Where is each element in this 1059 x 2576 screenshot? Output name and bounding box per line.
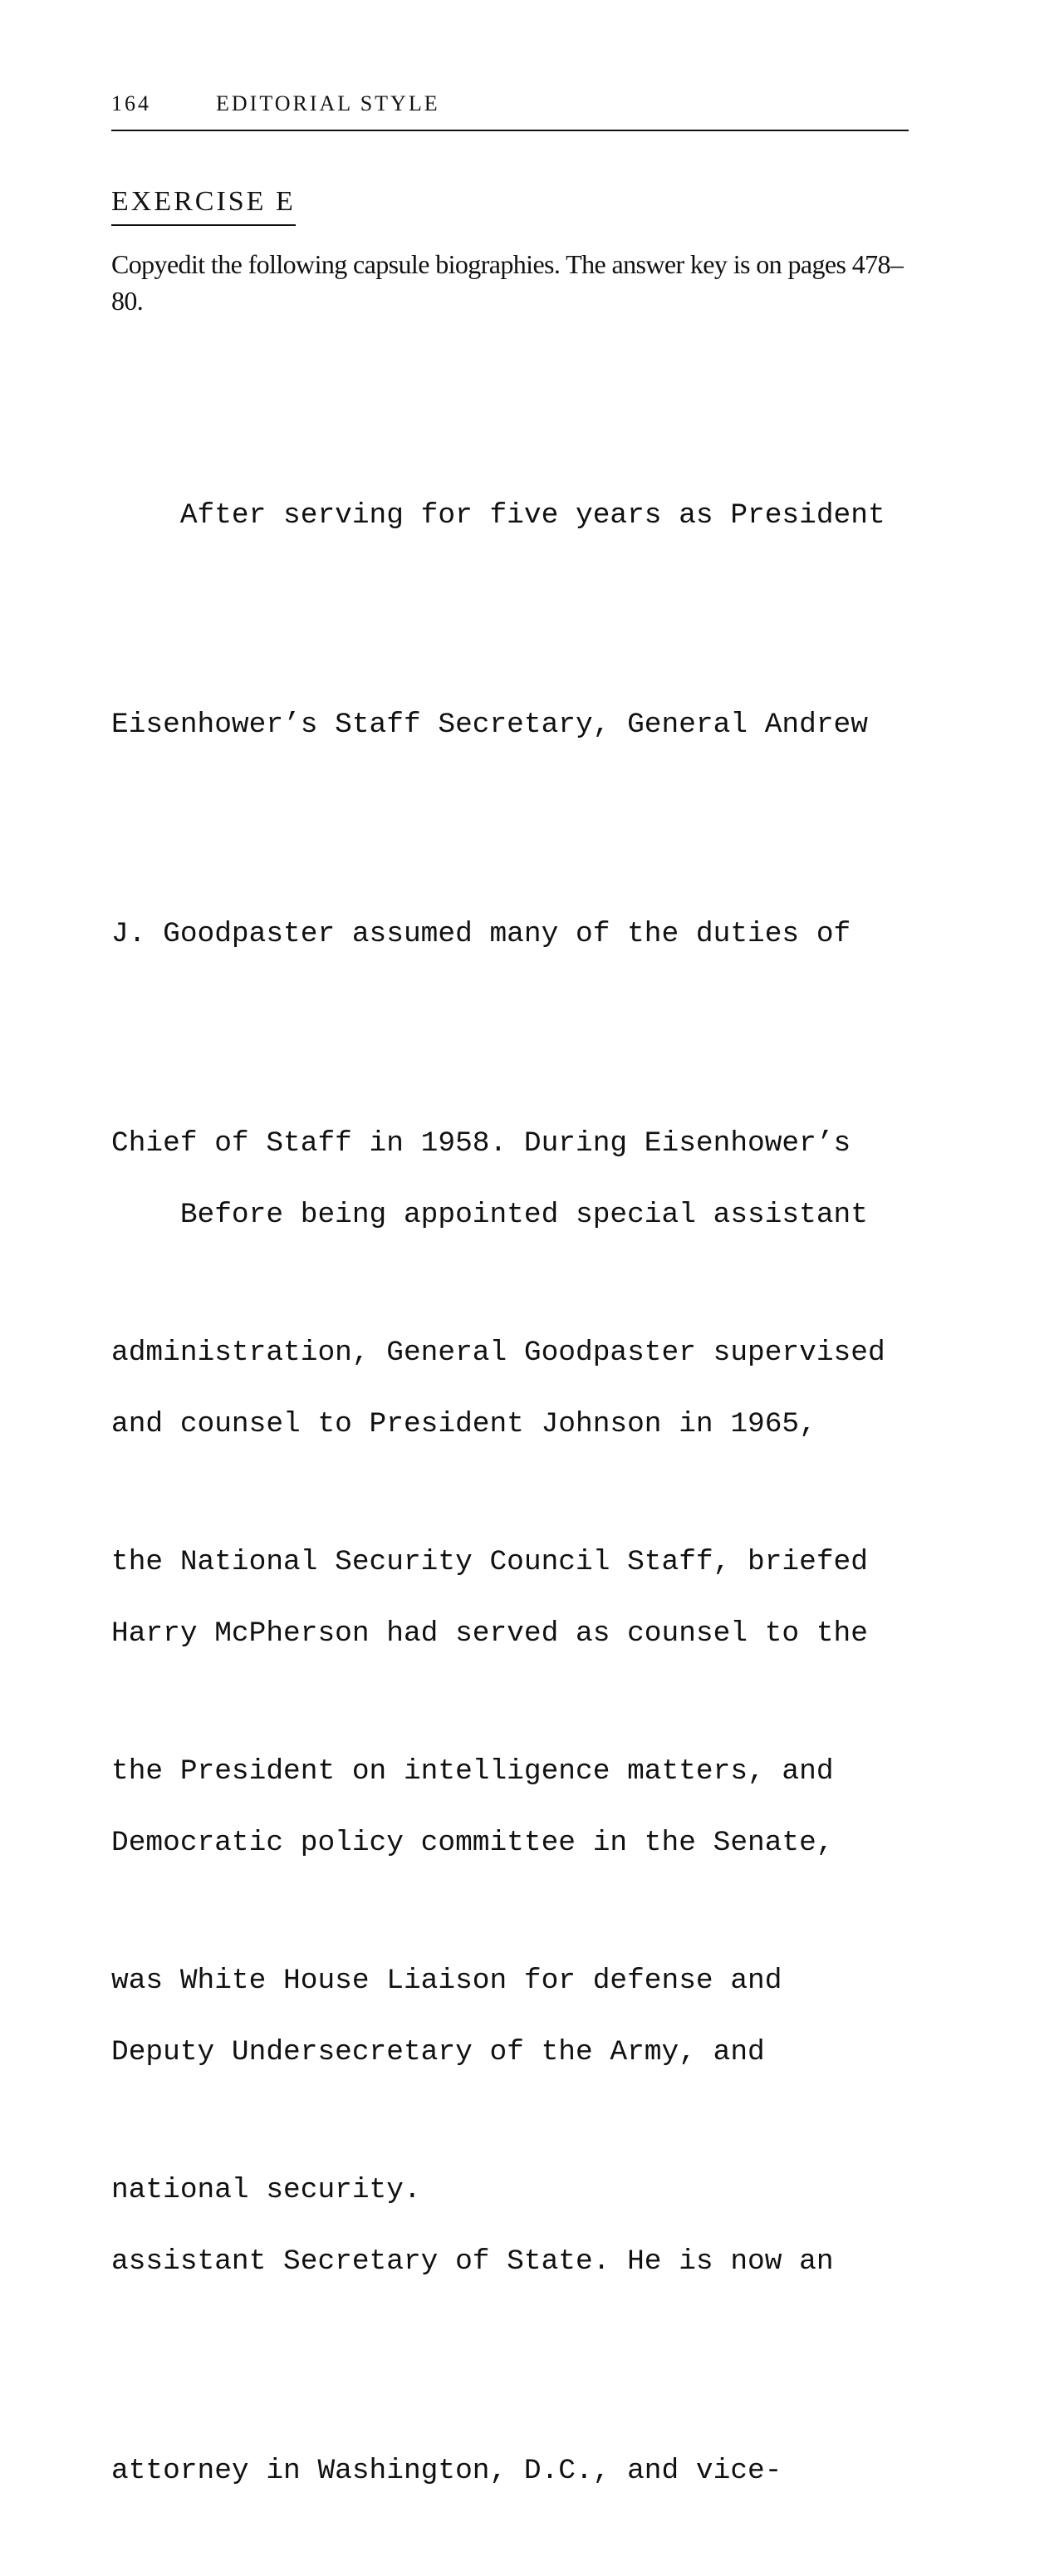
- bio-line: the National Security Council Staff, briefed: [111, 1546, 868, 1578]
- bio-line: J. Goodpaster assumed many of the duties of: [111, 918, 851, 950]
- bio-line: Democratic policy committee in the Senate,: [111, 1827, 834, 1859]
- bio-line: national security.: [111, 2174, 421, 2206]
- exercise-instructions: Copyedit the following capsule biographies. The answer key is on pages 478–80.: [111, 249, 904, 316]
- running-title: EDITORIAL STYLE: [216, 91, 440, 115]
- bio-line: administration, General Goodpaster supervised: [111, 1337, 885, 1369]
- bio-line: Harry McPherson had served as counsel to the: [111, 1617, 868, 1650]
- bio-line: and counsel to President Johnson in 1965,: [111, 1408, 816, 1440]
- bio-line: After serving for five years as President: [111, 499, 885, 532]
- bio-line: was White House Liaison for defense and: [111, 1965, 782, 1997]
- bio-line: attorney in Washington, D.C., and vice-: [111, 2455, 782, 2487]
- bio-line: Before being appointed special assistant: [111, 1199, 868, 1231]
- exercise-heading: EXERCISE E: [111, 186, 296, 226]
- biography-mcpherson: [111, 1041, 868, 2576]
- running-head: [111, 90, 909, 131]
- page-number: 164: [111, 91, 151, 115]
- bio-line: Eisenhower’s Staff Secretary, General Andrew: [111, 709, 868, 741]
- bio-line: the President on intelligence matters, and: [111, 1755, 834, 1788]
- bio-line: assistant Secretary of State. He is now an: [111, 2245, 834, 2278]
- bio-line: Deputy Undersecretary of the Army, and: [111, 2036, 765, 2068]
- bio-line: Chief of Staff in 1958. During Eisenhower’s: [111, 1127, 851, 1160]
